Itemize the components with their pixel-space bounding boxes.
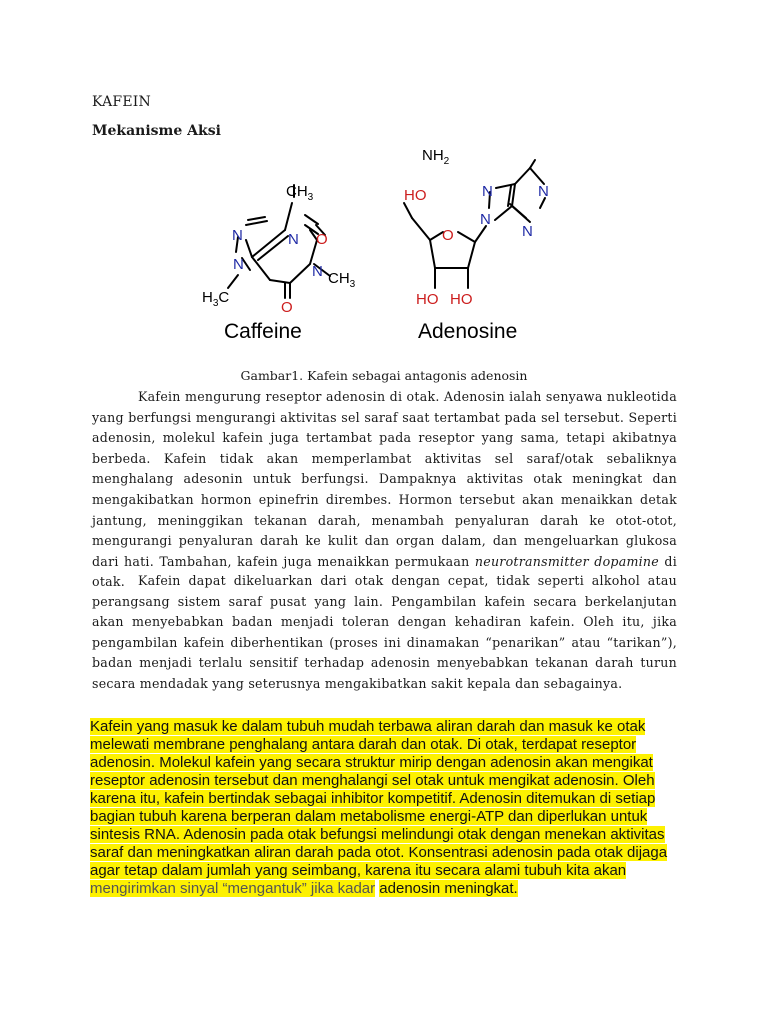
paragraph-2	[92, 571, 677, 695]
svg-text:N: N	[482, 183, 493, 200]
svg-text:HO: HO	[404, 187, 427, 204]
document-title: KAFEIN	[92, 94, 151, 110]
paragraph-1	[92, 387, 677, 593]
svg-text:HO: HO	[450, 291, 473, 308]
caffeine-label: Caffeine	[224, 320, 302, 343]
svg-text:N: N	[480, 211, 491, 228]
svg-text:N: N	[232, 227, 243, 244]
svg-text:CH3: $CH_3$	[328, 270, 356, 290]
svg-text:N: N	[522, 223, 533, 240]
paragraph-1-end: di otak.	[92, 553, 677, 590]
svg-text:N: N	[312, 263, 323, 280]
svg-text:O: O	[442, 227, 454, 244]
svg-text:N: N	[538, 183, 549, 200]
highlighted-text-muted: mengirimkan sinyal “mengantuk” jika kadar	[90, 880, 376, 897]
chemical-structures-figure	[190, 140, 550, 355]
atom-label: CH	[286, 183, 308, 200]
svg-text:O: O	[316, 231, 328, 248]
section-heading: Mekanisme Aksi	[92, 123, 221, 139]
highlighted-paragraph	[90, 718, 678, 898]
highlighted-text: Kafein yang masuk ke dalam tubuh mudah terbawa aliran darah dan masuk ke otak melewati membrane penghalang antara darah dan otak. Di otak, terdapat reseptor adenosin. Molekul kafein yang secara struktur mirip dengan adenosin akan mengikat reseptor adenosin tersebut dan menghalangi sel otak untuk mengikat adenosin. Oleh karena itu, kafein bertindak sebagai inhibitor kompetitif. Adenosin ditemukan di setiap bagian tubuh karena berperan dalam metabolisme energi-ATP dan diperlukan untuk sintesis RNA. Adenosin pada otak befungsi melindungi otak dengan menekan aktivitas saraf dan meningkatkan aliran darah pada otot. Konsentrasi adenosin pada otak dijaga agar tetap dalam jumlah yang seimbang, karena itu secara alami tubuh kita akan	[90, 718, 668, 879]
italic-term: neurotransmitter dopamine	[474, 553, 660, 569]
svg-text:N: N	[233, 256, 244, 273]
svg-text:CH3: $CH_3$	[286, 183, 314, 203]
svg-text:N: N	[288, 231, 299, 248]
svg-text:H3C: $H_3C$	[202, 289, 230, 309]
adenosine-label: Adenosine	[418, 320, 518, 343]
figure-caption: Gambar1. Kafein sebagai antagonis adenosin	[240, 368, 528, 383]
svg-text:HO: HO	[416, 291, 439, 308]
paragraph-2-text: Kafein dapat dikeluarkan dari otak dengan cepat, tidak seperti alkohol atau perangsang sistem saraf pusat yang lain. Pengambilan kafein secara berkelanjutan akan menyebabkan badan menjadi toleran dengan kehadiran kafein. Oleh itu, jika pengambilan kafein diberhentikan (proses ini dinamakan “penarikan” atau “tarikan”), badan menjadi terlalu sensitif terhadap adenosin menyebabkan tekanan darah turun secara mendadak yang seterusnya mengakibatkan sakit kepala dan sebagainya.	[92, 573, 677, 691]
highlighted-text-end: adenosin meningkat.	[379, 880, 518, 897]
paragraph-1-text: Kafein mengurung reseptor adenosin di otak. Adenosin ialah senyawa nukleotida yang berfungsi mengurangi aktivitas sel saraf saat tertambat pada sel tersebut. Seperti adenosin, molekul kafein juga tertambat pada reseptor yang sama, tetapi akibatnya berbeda. Kafein tidak akan memperlambat aktivitas sel saraf/otak sebaliknya menghalang adesonin untuk berfungsi. Dampaknya aktivitas otak meningkat dan mengakibatkan hormon epinefrin dirembes. Hormon tersebut akan menaikkan detak jantung, meninggikan tekanan darah, menambah penyaluran darah ke otot-otot, mengurangi penyaluran darah ke kulit dan organ dalam, dan mengeluarkan glukosa dari hati. Tambahan, kafein juga menaikkan permukaan	[92, 389, 677, 569]
svg-text:O: O	[281, 299, 293, 316]
svg-text:NH2: $NH_2$	[422, 147, 450, 167]
